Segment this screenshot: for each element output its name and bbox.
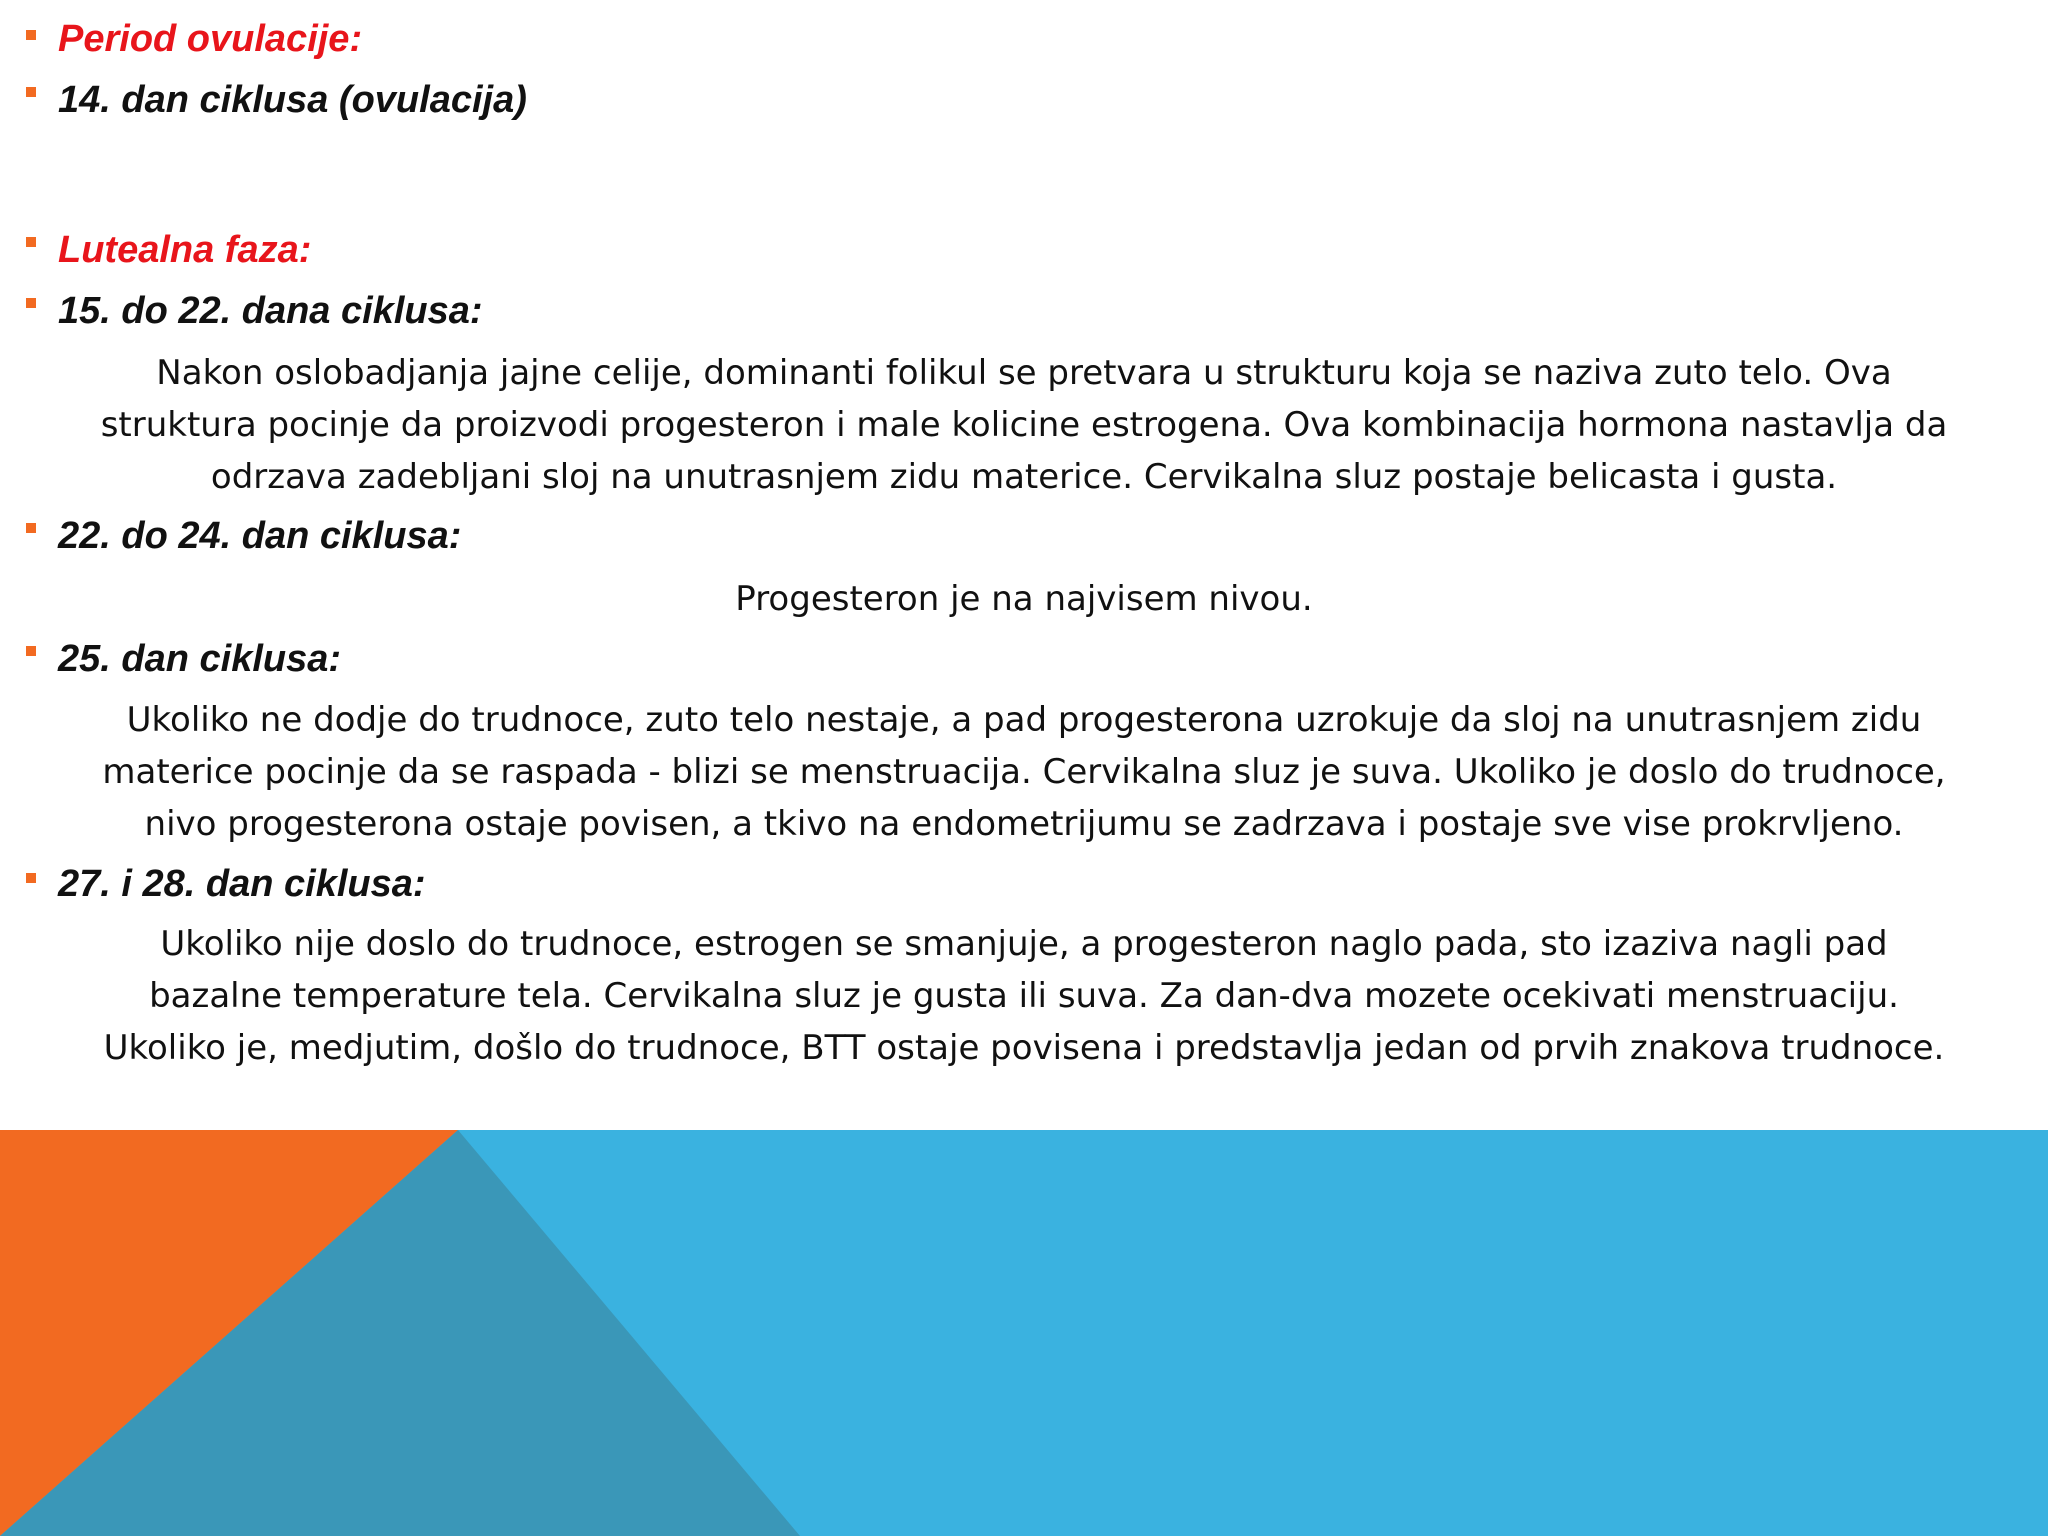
bullet-icon: [26, 873, 36, 883]
paragraph-day-25: [20, 694, 2028, 850]
paragraph-day-15-22: [20, 347, 2028, 503]
heading-day-22-24: 22. do 24. dan ciklusa:: [58, 515, 462, 557]
heading-day-15-22: 15. do 22. dana ciklusa:: [58, 290, 483, 332]
decorative-background: [0, 1130, 2048, 1536]
paragraph-line: bazalne temperature tela. Cervikalna sluz je gusta ili suva. Za dan-dva mozete ocekivati menstruaciju.: [149, 976, 1899, 1016]
heading-day-27-28: 27. i 28. dan ciklusa:: [58, 863, 426, 905]
heading-lutealna-faza: Lutealna faza:: [58, 229, 312, 271]
heading-day-25: 25. dan ciklusa:: [58, 638, 342, 680]
paragraph-line: Progesteron je na najvisem nivou.: [735, 579, 1313, 619]
paragraph-line: struktura pocinje da proizvodi progesteron i male kolicine estrogena. Ova kombinacija hormona nastavlja da: [100, 405, 1948, 445]
heading-period-ovulacije: Period ovulacije:: [58, 18, 363, 60]
bullet-icon: [26, 30, 36, 40]
paragraph-day-27-28: [20, 918, 2028, 1074]
paragraph-line: Ukoliko ne dodje do trudnoce, zuto telo nestaje, a pad progesterona uzrokuje da sloj na unutrasnjem zidu: [126, 700, 1922, 740]
bullet-icon: [26, 298, 36, 308]
bullet-icon: [26, 523, 36, 533]
paragraph-line: Nakon oslobadjanja jajne celije, dominanti folikul se pretvara u strukturu koja se naziva zuto telo. Ova: [156, 353, 1892, 393]
paragraph-line: nivo progesterona ostaje povisen, a tkivo na endometrijumu se zadrzava i postaje sve vise prokrvljeno.: [144, 804, 1904, 844]
paragraph-line: Ukoliko je, medjutim, došlo do trudnoce, BTT ostaje povisena i predstavlja jedan od prvih znakova trudnoce.: [103, 1028, 1945, 1068]
bullet-icon: [26, 87, 36, 97]
bullet-icon: [26, 237, 36, 247]
paragraph-line: odrzava zadebljani sloj na unutrasnjem zidu materice. Cervikalna sluz postaje belicasta i gusta.: [210, 457, 1838, 497]
paragraph-line: materice pocinje da se raspada - blizi se menstruacija. Cervikalna sluz je suva. Ukoliko je doslo do trudnoce,: [102, 752, 1946, 792]
bullet-icon: [26, 646, 36, 656]
heading-day-14: 14. dan ciklusa (ovulacija): [58, 79, 527, 121]
paragraph-day-22-24: [20, 573, 2028, 625]
paragraph-line: Ukoliko nije doslo do trudnoce, estrogen se smanjuje, a progesteron naglo pada, sto izaziva nagli pad: [160, 924, 1888, 964]
